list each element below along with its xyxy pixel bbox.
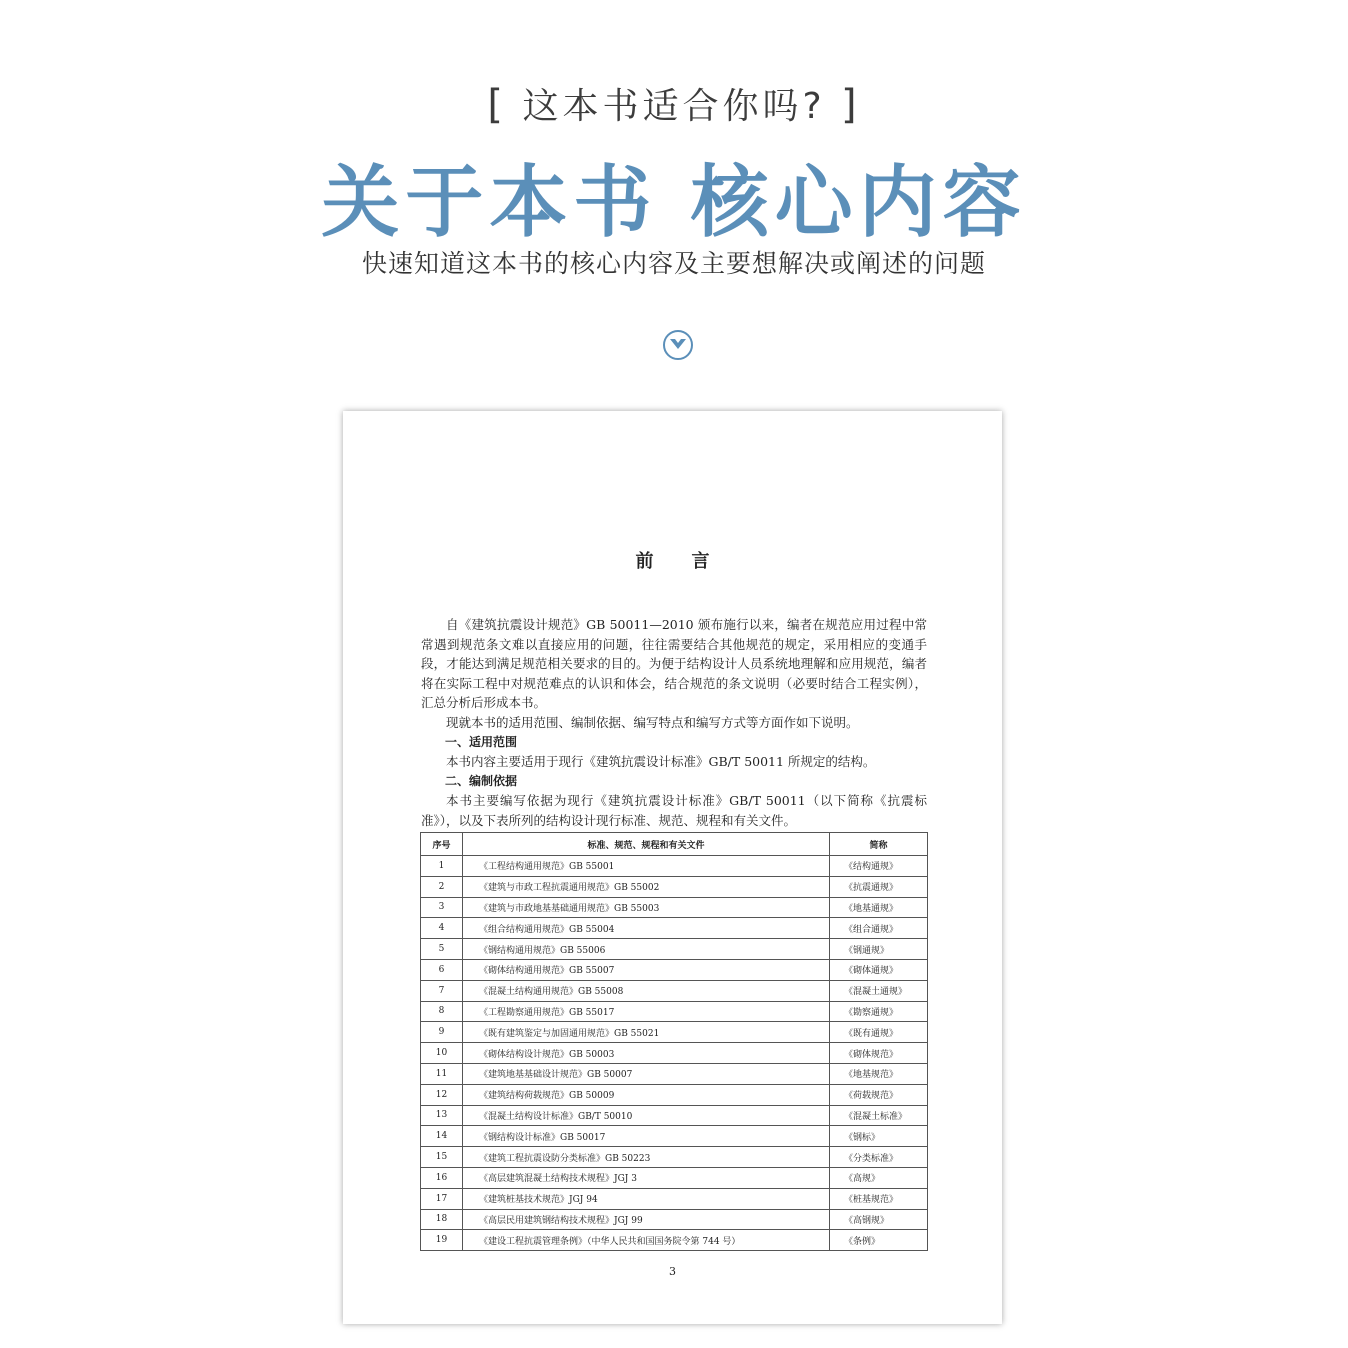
- table-cell: 《高规》: [830, 1167, 928, 1188]
- table-row: [421, 959, 928, 980]
- table-cell: 《混凝土通规》: [830, 980, 928, 1001]
- table-cell: 6: [421, 959, 463, 980]
- table-cell: 13: [421, 1105, 463, 1126]
- table-row: [421, 856, 928, 877]
- subtitle: 快速知道这本书的核心内容及主要想解决或阐述的问题: [361, 249, 986, 278]
- table-row: [421, 1126, 928, 1147]
- table-cell: 2: [421, 876, 463, 897]
- table-cell: 《高层建筑混凝土结构技术规程》JGJ 3: [463, 1167, 830, 1188]
- paragraph: 本书内容主要适用于现行《建筑抗震设计标准》GB/T 50011 所规定的结构。: [446, 754, 876, 770]
- table-cell: 10: [421, 1043, 463, 1064]
- table-cell: 《砌体结构设计规范》GB 50003: [463, 1043, 830, 1064]
- table-body: [421, 856, 928, 1251]
- table-header-row: [421, 833, 928, 856]
- table-row: [421, 1001, 928, 1022]
- table-cell: 《条例》: [830, 1230, 928, 1251]
- table-cell: 19: [421, 1230, 463, 1251]
- paragraph: 现就本书的适用范围、编制依据、编写特点和编写方式等方面作如下说明。: [446, 714, 859, 730]
- table-cell: 《建筑工程抗震设防分类标准》GB 50223: [463, 1147, 830, 1168]
- table-cell: 《工程结构通用规范》GB 55001: [463, 856, 830, 877]
- table-cell: 8: [421, 1001, 463, 1022]
- table-cell: 《分类标准》: [830, 1147, 928, 1168]
- table-cell: 《混凝土结构通用规范》GB 55008: [463, 980, 830, 1001]
- column-header: 标准、规范、规程和有关文件: [463, 833, 830, 856]
- section-heading: 二、编制依据: [445, 773, 518, 788]
- chevron-down-circle-icon[interactable]: [663, 330, 693, 360]
- table-row: [421, 1230, 928, 1251]
- table-cell: 《混凝土标准》: [830, 1105, 928, 1126]
- book-page: [343, 411, 1002, 1324]
- paragraph: 本书主要编写依据为现行《建筑抗震设计标准》GB/T 50011（以下简称《抗震标准》），以及下表所列的结构设计现行标准、规范、规程和有关文件。: [421, 793, 927, 828]
- table-cell: 《地基通规》: [830, 897, 928, 918]
- table-cell: 《组合通规》: [830, 918, 928, 939]
- table-cell: 《勘察通规》: [830, 1001, 928, 1022]
- kicker: [0, 78, 1348, 129]
- table-cell: 《组合结构通用规范》GB 55004: [463, 918, 830, 939]
- table-cell: 14: [421, 1126, 463, 1147]
- chevron-down-icon: [669, 338, 687, 352]
- page-heading: 前言: [635, 551, 748, 572]
- table-cell: 《建筑与市政地基基础通用规范》GB 55003: [463, 897, 830, 918]
- table-row: [421, 1188, 928, 1209]
- column-header: 简称: [830, 833, 928, 856]
- table-row: [421, 876, 928, 897]
- table-cell: 《荷载规范》: [830, 1084, 928, 1105]
- table-row: [421, 918, 928, 939]
- table-cell: 17: [421, 1188, 463, 1209]
- table-cell: 《砌体结构通用规范》GB 55007: [463, 959, 830, 980]
- table-cell: 16: [421, 1167, 463, 1188]
- table-cell: 《钢通规》: [830, 939, 928, 960]
- table-cell: 4: [421, 918, 463, 939]
- column-header: 序号: [421, 833, 463, 856]
- table-row: [421, 1084, 928, 1105]
- main-title: 关于本书 核心内容: [321, 157, 1027, 248]
- table-row: [421, 939, 928, 960]
- table-row: [421, 897, 928, 918]
- bracket-right: ]: [841, 82, 861, 128]
- table-cell: 《钢结构设计标准》GB 50017: [463, 1126, 830, 1147]
- bracket-left: [: [487, 82, 507, 128]
- table-cell: 1: [421, 856, 463, 877]
- standards-table: [420, 832, 928, 1251]
- table-cell: 《砌体通规》: [830, 959, 928, 980]
- table-cell: 《既有通规》: [830, 1022, 928, 1043]
- table-cell: 《钢标》: [830, 1126, 928, 1147]
- table-cell: 《地基规范》: [830, 1063, 928, 1084]
- table-cell: 《高钢规》: [830, 1209, 928, 1230]
- table-row: [421, 980, 928, 1001]
- section-heading: 一、适用范围: [445, 734, 518, 749]
- table-row: [421, 1147, 928, 1168]
- table-cell: 9: [421, 1022, 463, 1043]
- table-cell: 《建筑结构荷载规范》GB 50009: [463, 1084, 830, 1105]
- table-cell: 《桩基规范》: [830, 1188, 928, 1209]
- body-text: [421, 615, 927, 831]
- table-row: [421, 1022, 928, 1043]
- table-cell: 11: [421, 1063, 463, 1084]
- table-cell: 15: [421, 1147, 463, 1168]
- page-number: 3: [669, 1265, 676, 1278]
- table-cell: 18: [421, 1209, 463, 1230]
- table-cell: 《既有建筑鉴定与加固通用规范》GB 55021: [463, 1022, 830, 1043]
- table-cell: 《建筑与市政工程抗震通用规范》GB 55002: [463, 876, 830, 897]
- table-cell: 《抗震通规》: [830, 876, 928, 897]
- table-cell: 《高层民用建筑钢结构技术规程》JGJ 99: [463, 1209, 830, 1230]
- table-cell: 《建筑地基基础设计规范》GB 50007: [463, 1063, 830, 1084]
- table-row: [421, 1167, 928, 1188]
- table-cell: 《砌体规范》: [830, 1043, 928, 1064]
- table-cell: 《建筑桩基技术规范》JGJ 94: [463, 1188, 830, 1209]
- kicker-text: 这本书适合你吗?: [522, 86, 826, 127]
- table-cell: 《结构通规》: [830, 856, 928, 877]
- paragraph: 自《建筑抗震设计规范》GB 50011—2010 颁布施行以来，编者在规范应用过程中常常遇到规范条文难以直接应用的问题，往往需要结合其他规范的规定，采用相应的变通手段，才能达到满足规范相关要求的目的。为便于结构设计人员系统地理解和应用规范，编者将在实际工程中对规范难点的认识和体会，结合规范的条文说明（必要时结合工程实例），汇总分析后形成本书。: [421, 617, 927, 711]
- table-cell: 7: [421, 980, 463, 1001]
- table-cell: 3: [421, 897, 463, 918]
- table-cell: 《工程勘察通用规范》GB 55017: [463, 1001, 830, 1022]
- table-row: [421, 1105, 928, 1126]
- table-cell: 5: [421, 939, 463, 960]
- table-cell: 《钢结构通用规范》GB 55006: [463, 939, 830, 960]
- table-row: [421, 1209, 928, 1230]
- table-cell: 12: [421, 1084, 463, 1105]
- table-row: [421, 1043, 928, 1064]
- table-cell: 《混凝土结构设计标准》GB/T 50010: [463, 1105, 830, 1126]
- table-cell: 《建设工程抗震管理条例》（中华人民共和国国务院令第 744 号）: [463, 1230, 830, 1251]
- table-row: [421, 1063, 928, 1084]
